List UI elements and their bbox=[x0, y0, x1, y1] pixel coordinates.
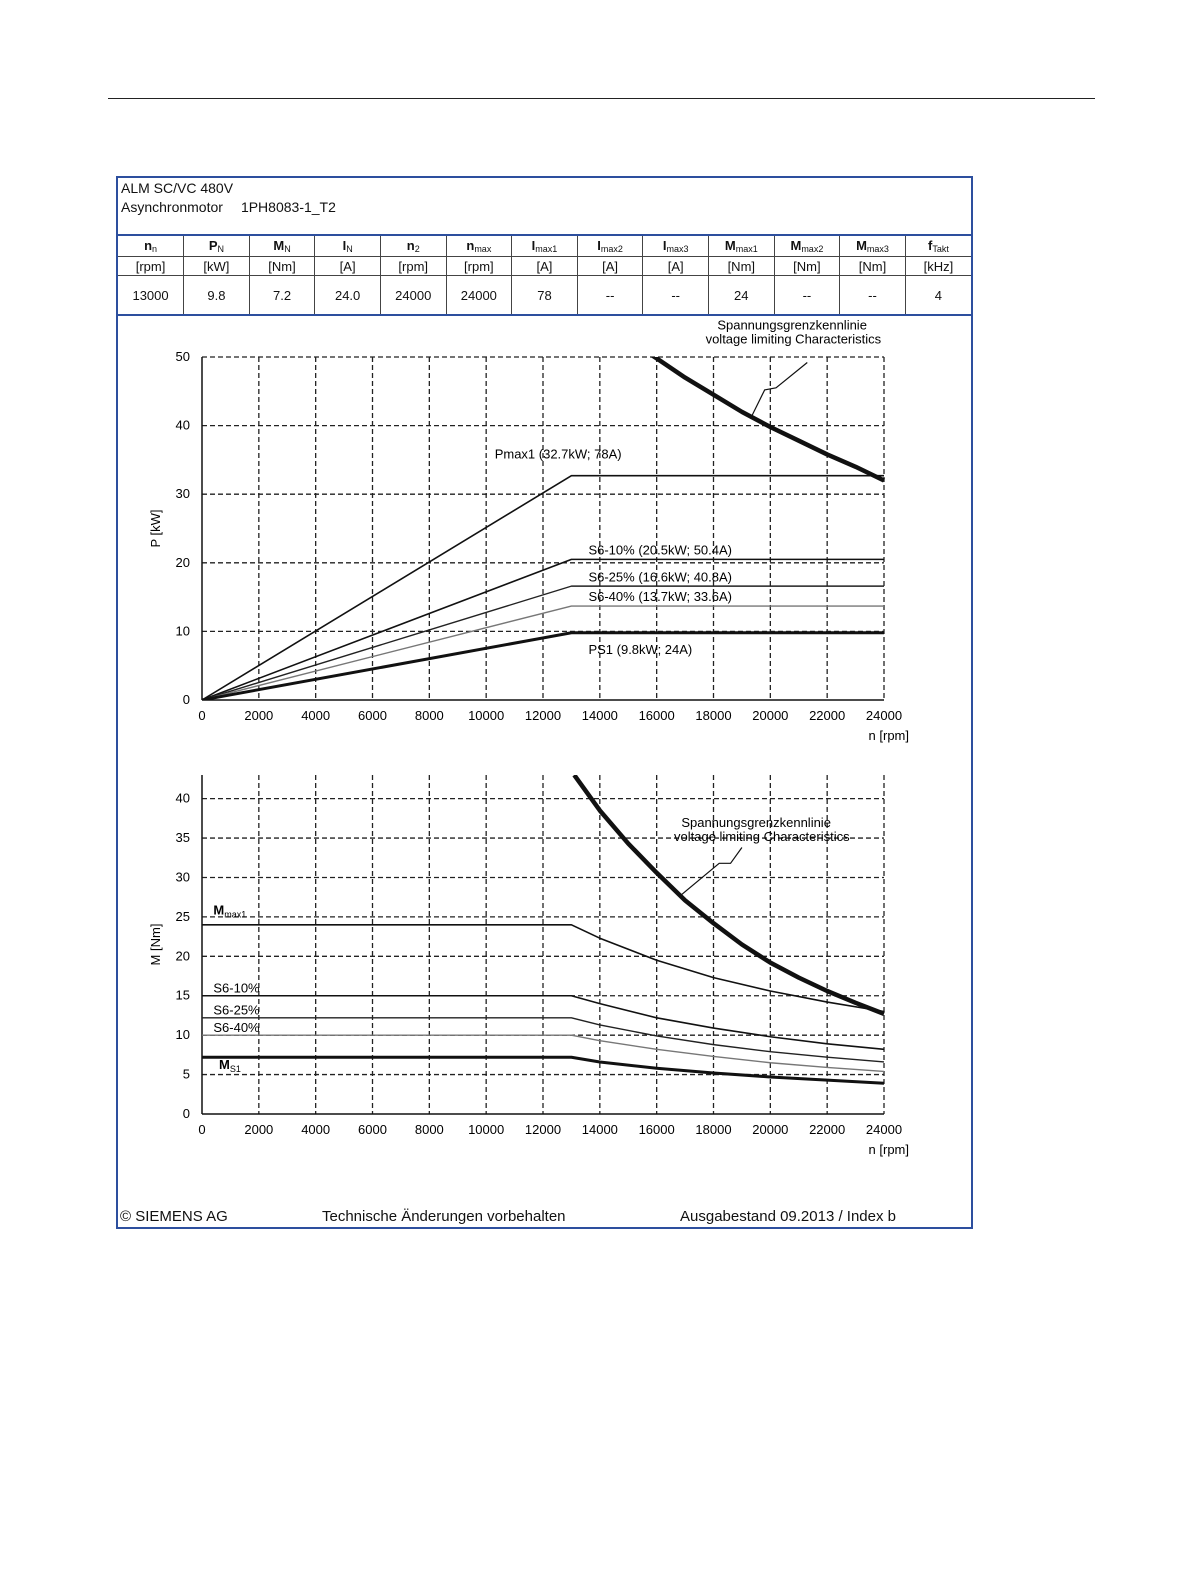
series-label: $M_{S1}$ bbox=[219, 1057, 241, 1075]
table-unit-cell: [kHz] bbox=[905, 257, 971, 276]
copyright: © SIEMENS AG bbox=[120, 1208, 228, 1225]
datasheet bbox=[116, 176, 973, 1229]
x-tick-label: 0 bbox=[198, 1122, 206, 1137]
table-header-cell bbox=[249, 236, 315, 257]
x-tick-label: 12000 bbox=[524, 1122, 562, 1137]
table-value-cell: 4 bbox=[905, 276, 971, 316]
series-label: PS1 (9.8kW; 24A) bbox=[588, 642, 693, 658]
table-header-cell bbox=[315, 236, 381, 257]
series-label: Pmax1 (32.7kW; 78A) bbox=[494, 446, 622, 462]
symbol: $I_{max2}$ bbox=[597, 238, 623, 254]
table-unit-cell: [kW] bbox=[184, 257, 250, 276]
table-value-cell: -- bbox=[840, 276, 906, 316]
symbol: $M_N$ bbox=[273, 238, 291, 254]
table-header-cell bbox=[577, 236, 643, 257]
y-axis-label: P [kW] bbox=[148, 509, 163, 548]
y-tick-label: 20 bbox=[175, 948, 190, 964]
series-label: S6-10% bbox=[213, 980, 260, 996]
symbol-subscript: max2 bbox=[801, 244, 824, 254]
y-tick-label: 25 bbox=[175, 908, 190, 924]
x-axis-label: n [rpm] bbox=[868, 728, 909, 743]
symbol-subscript: n bbox=[152, 244, 158, 254]
symbol-subscript: 2 bbox=[414, 244, 420, 254]
table-unit-cell: [A] bbox=[512, 257, 578, 276]
x-tick-label: 14000 bbox=[581, 708, 618, 723]
y-tick-label: 10 bbox=[175, 1027, 190, 1043]
table-value-cell: 7.2 bbox=[249, 276, 315, 316]
y-tick-label: 0 bbox=[182, 1106, 190, 1121]
y-axis-label: M [Nm] bbox=[148, 923, 163, 966]
top-rule bbox=[108, 98, 1095, 99]
series-label: S6-10% (20.5kW; 50.4A) bbox=[588, 542, 733, 558]
annotation-pointer bbox=[679, 848, 742, 897]
y-tick-label: 50 bbox=[175, 349, 190, 364]
symbol: $n_n$ bbox=[144, 238, 158, 254]
symbol-subscript: max2 bbox=[600, 244, 623, 254]
symbol: $f_{Takt}$ bbox=[927, 238, 949, 254]
annotation-pointer bbox=[750, 362, 807, 418]
table-unit-cell: [Nm] bbox=[774, 257, 840, 276]
table-value-cell: 9.8 bbox=[184, 276, 250, 316]
footer bbox=[118, 1205, 971, 1227]
series-label-subscript: S1 bbox=[229, 1064, 241, 1075]
supply-label: ALM SC/VC 480V bbox=[121, 180, 234, 196]
table-value-cell: 24.0 bbox=[315, 276, 381, 316]
y-tick-label: 40 bbox=[175, 790, 190, 806]
disclaimer: Technische Änderungen vorbehalten bbox=[322, 1208, 566, 1225]
x-tick-label: 10000 bbox=[468, 1122, 505, 1137]
table-value-cell: 24000 bbox=[380, 276, 446, 316]
symbol: $M_{max1}$ bbox=[724, 238, 758, 254]
x-tick-label: 20000 bbox=[752, 708, 789, 723]
table-header-cell bbox=[905, 236, 971, 257]
motor-label bbox=[121, 199, 336, 215]
x-tick-label: 14000 bbox=[581, 1122, 618, 1137]
symbol-subscript: Takt bbox=[932, 244, 949, 254]
table-header-cell bbox=[184, 236, 250, 257]
x-tick-label: 18000 bbox=[695, 1122, 732, 1137]
y-tick-label: 35 bbox=[175, 830, 190, 846]
table-header-cell bbox=[643, 236, 709, 257]
symbol-subscript: max bbox=[474, 244, 492, 254]
x-tick-label: 22000 bbox=[809, 708, 846, 723]
symbol-subscript: max1 bbox=[535, 244, 558, 254]
table-header-cell bbox=[774, 236, 840, 257]
annotation-line1: Spannungsgrenzkennlinie bbox=[681, 815, 831, 831]
y-tick-label: 40 bbox=[175, 417, 190, 433]
power-chart bbox=[118, 315, 971, 755]
x-tick-label: 16000 bbox=[638, 708, 675, 723]
y-tick-label: 5 bbox=[182, 1066, 190, 1082]
table-header-cell bbox=[446, 236, 512, 257]
symbol-subscript: N bbox=[217, 244, 224, 254]
torque-chart bbox=[118, 755, 971, 1190]
table-value-cell: 78 bbox=[512, 276, 578, 316]
x-tick-label: 8000 bbox=[414, 1122, 444, 1137]
x-tick-label: 24000 bbox=[865, 1122, 903, 1137]
table-header-cell bbox=[512, 236, 578, 257]
annotation-line1: Spannungsgrenzkennlinie bbox=[717, 317, 867, 333]
series-label: S6-25% bbox=[213, 1002, 260, 1018]
rating-table bbox=[118, 236, 971, 316]
table-header-cell bbox=[840, 236, 906, 257]
series-label: S6-40% bbox=[213, 1020, 260, 1036]
table-value-cell: 24 bbox=[708, 276, 774, 316]
x-tick-label: 16000 bbox=[638, 1122, 675, 1137]
symbol-subscript: N bbox=[346, 244, 353, 254]
table-unit-cell: [A] bbox=[643, 257, 709, 276]
motor-type: Asynchronmotor bbox=[121, 199, 223, 215]
y-tick-label: 30 bbox=[175, 486, 190, 502]
table-value-cell: -- bbox=[774, 276, 840, 316]
table-unit-cell: [A] bbox=[577, 257, 643, 276]
series-label-subscript: max1 bbox=[224, 909, 247, 920]
table-unit-cell: [Nm] bbox=[708, 257, 774, 276]
annotation-line2: voltage limiting Characteristics bbox=[705, 331, 882, 347]
symbol-subscript: N bbox=[284, 244, 291, 254]
table-unit-cell: [rpm] bbox=[118, 257, 184, 276]
x-tick-label: 20000 bbox=[752, 1122, 789, 1137]
x-tick-label: 12000 bbox=[524, 708, 562, 723]
y-tick-label: 20 bbox=[175, 554, 190, 570]
y-tick-label: 30 bbox=[175, 869, 190, 885]
series-label: $M_{max1}$ bbox=[213, 902, 247, 920]
symbol: $I_{max3}$ bbox=[662, 238, 689, 254]
table-value-cell: -- bbox=[577, 276, 643, 316]
x-tick-label: 0 bbox=[198, 708, 206, 723]
table-unit-cell: [rpm] bbox=[446, 257, 512, 276]
edition: Ausgabestand 09.2013 / Index b bbox=[680, 1208, 897, 1225]
series-line-voltage-limit bbox=[634, 343, 884, 480]
table-header-cell bbox=[708, 236, 774, 257]
symbol-subscript: max3 bbox=[866, 244, 889, 254]
x-tick-label: 10000 bbox=[468, 708, 505, 723]
symbol: $M_{max3}$ bbox=[856, 238, 889, 254]
x-tick-label: 4000 bbox=[301, 1122, 331, 1137]
motor-model: 1PH8083-1_T2 bbox=[240, 199, 336, 215]
x-tick-label: 24000 bbox=[865, 708, 903, 723]
symbol: $P_N$ bbox=[208, 238, 224, 254]
symbol: $I_{max1}$ bbox=[531, 238, 558, 254]
symbol-subscript: max1 bbox=[735, 244, 758, 254]
symbol: $I_N$ bbox=[342, 238, 353, 254]
x-tick-label: 22000 bbox=[809, 1122, 846, 1137]
x-tick-label: 6000 bbox=[358, 708, 387, 723]
annotation-line2: voltage limiting Characteristics bbox=[674, 829, 850, 845]
series-label: S6-25% (16.6kW; 40.8A) bbox=[588, 569, 733, 585]
y-tick-label: 15 bbox=[175, 987, 190, 1003]
series-line-s6-25 bbox=[202, 586, 884, 700]
datasheet-header bbox=[118, 178, 971, 236]
x-tick-label: 2000 bbox=[244, 1122, 274, 1137]
x-tick-label: 18000 bbox=[695, 708, 732, 723]
table-value-cell: 24000 bbox=[446, 276, 512, 316]
y-tick-label: 10 bbox=[175, 623, 190, 639]
table-unit-cell: [Nm] bbox=[840, 257, 906, 276]
y-tick-label: 0 bbox=[182, 692, 190, 707]
table-unit-cell: [rpm] bbox=[380, 257, 446, 276]
x-tick-label: 8000 bbox=[414, 708, 444, 723]
symbol-subscript: max3 bbox=[666, 244, 689, 254]
table-unit-cell: [Nm] bbox=[249, 257, 315, 276]
x-tick-label: 6000 bbox=[358, 1122, 387, 1137]
table-value-cell: -- bbox=[643, 276, 709, 316]
series-line-voltage-limit bbox=[574, 775, 884, 1014]
series-label: S6-40% (13.7kW; 33.6A) bbox=[588, 589, 733, 605]
table-header-cell bbox=[380, 236, 446, 257]
symbol: $M_{max2}$ bbox=[790, 238, 824, 254]
x-tick-label: 2000 bbox=[244, 708, 274, 723]
x-tick-label: 4000 bbox=[301, 708, 331, 723]
table-value-cell: 13000 bbox=[118, 276, 184, 316]
table-header-cell bbox=[118, 236, 184, 257]
symbol: $n_2$ bbox=[406, 238, 420, 254]
table-unit-cell: [A] bbox=[315, 257, 381, 276]
symbol: $n_{max}$ bbox=[466, 238, 492, 254]
x-axis-label: n [rpm] bbox=[868, 1142, 909, 1157]
